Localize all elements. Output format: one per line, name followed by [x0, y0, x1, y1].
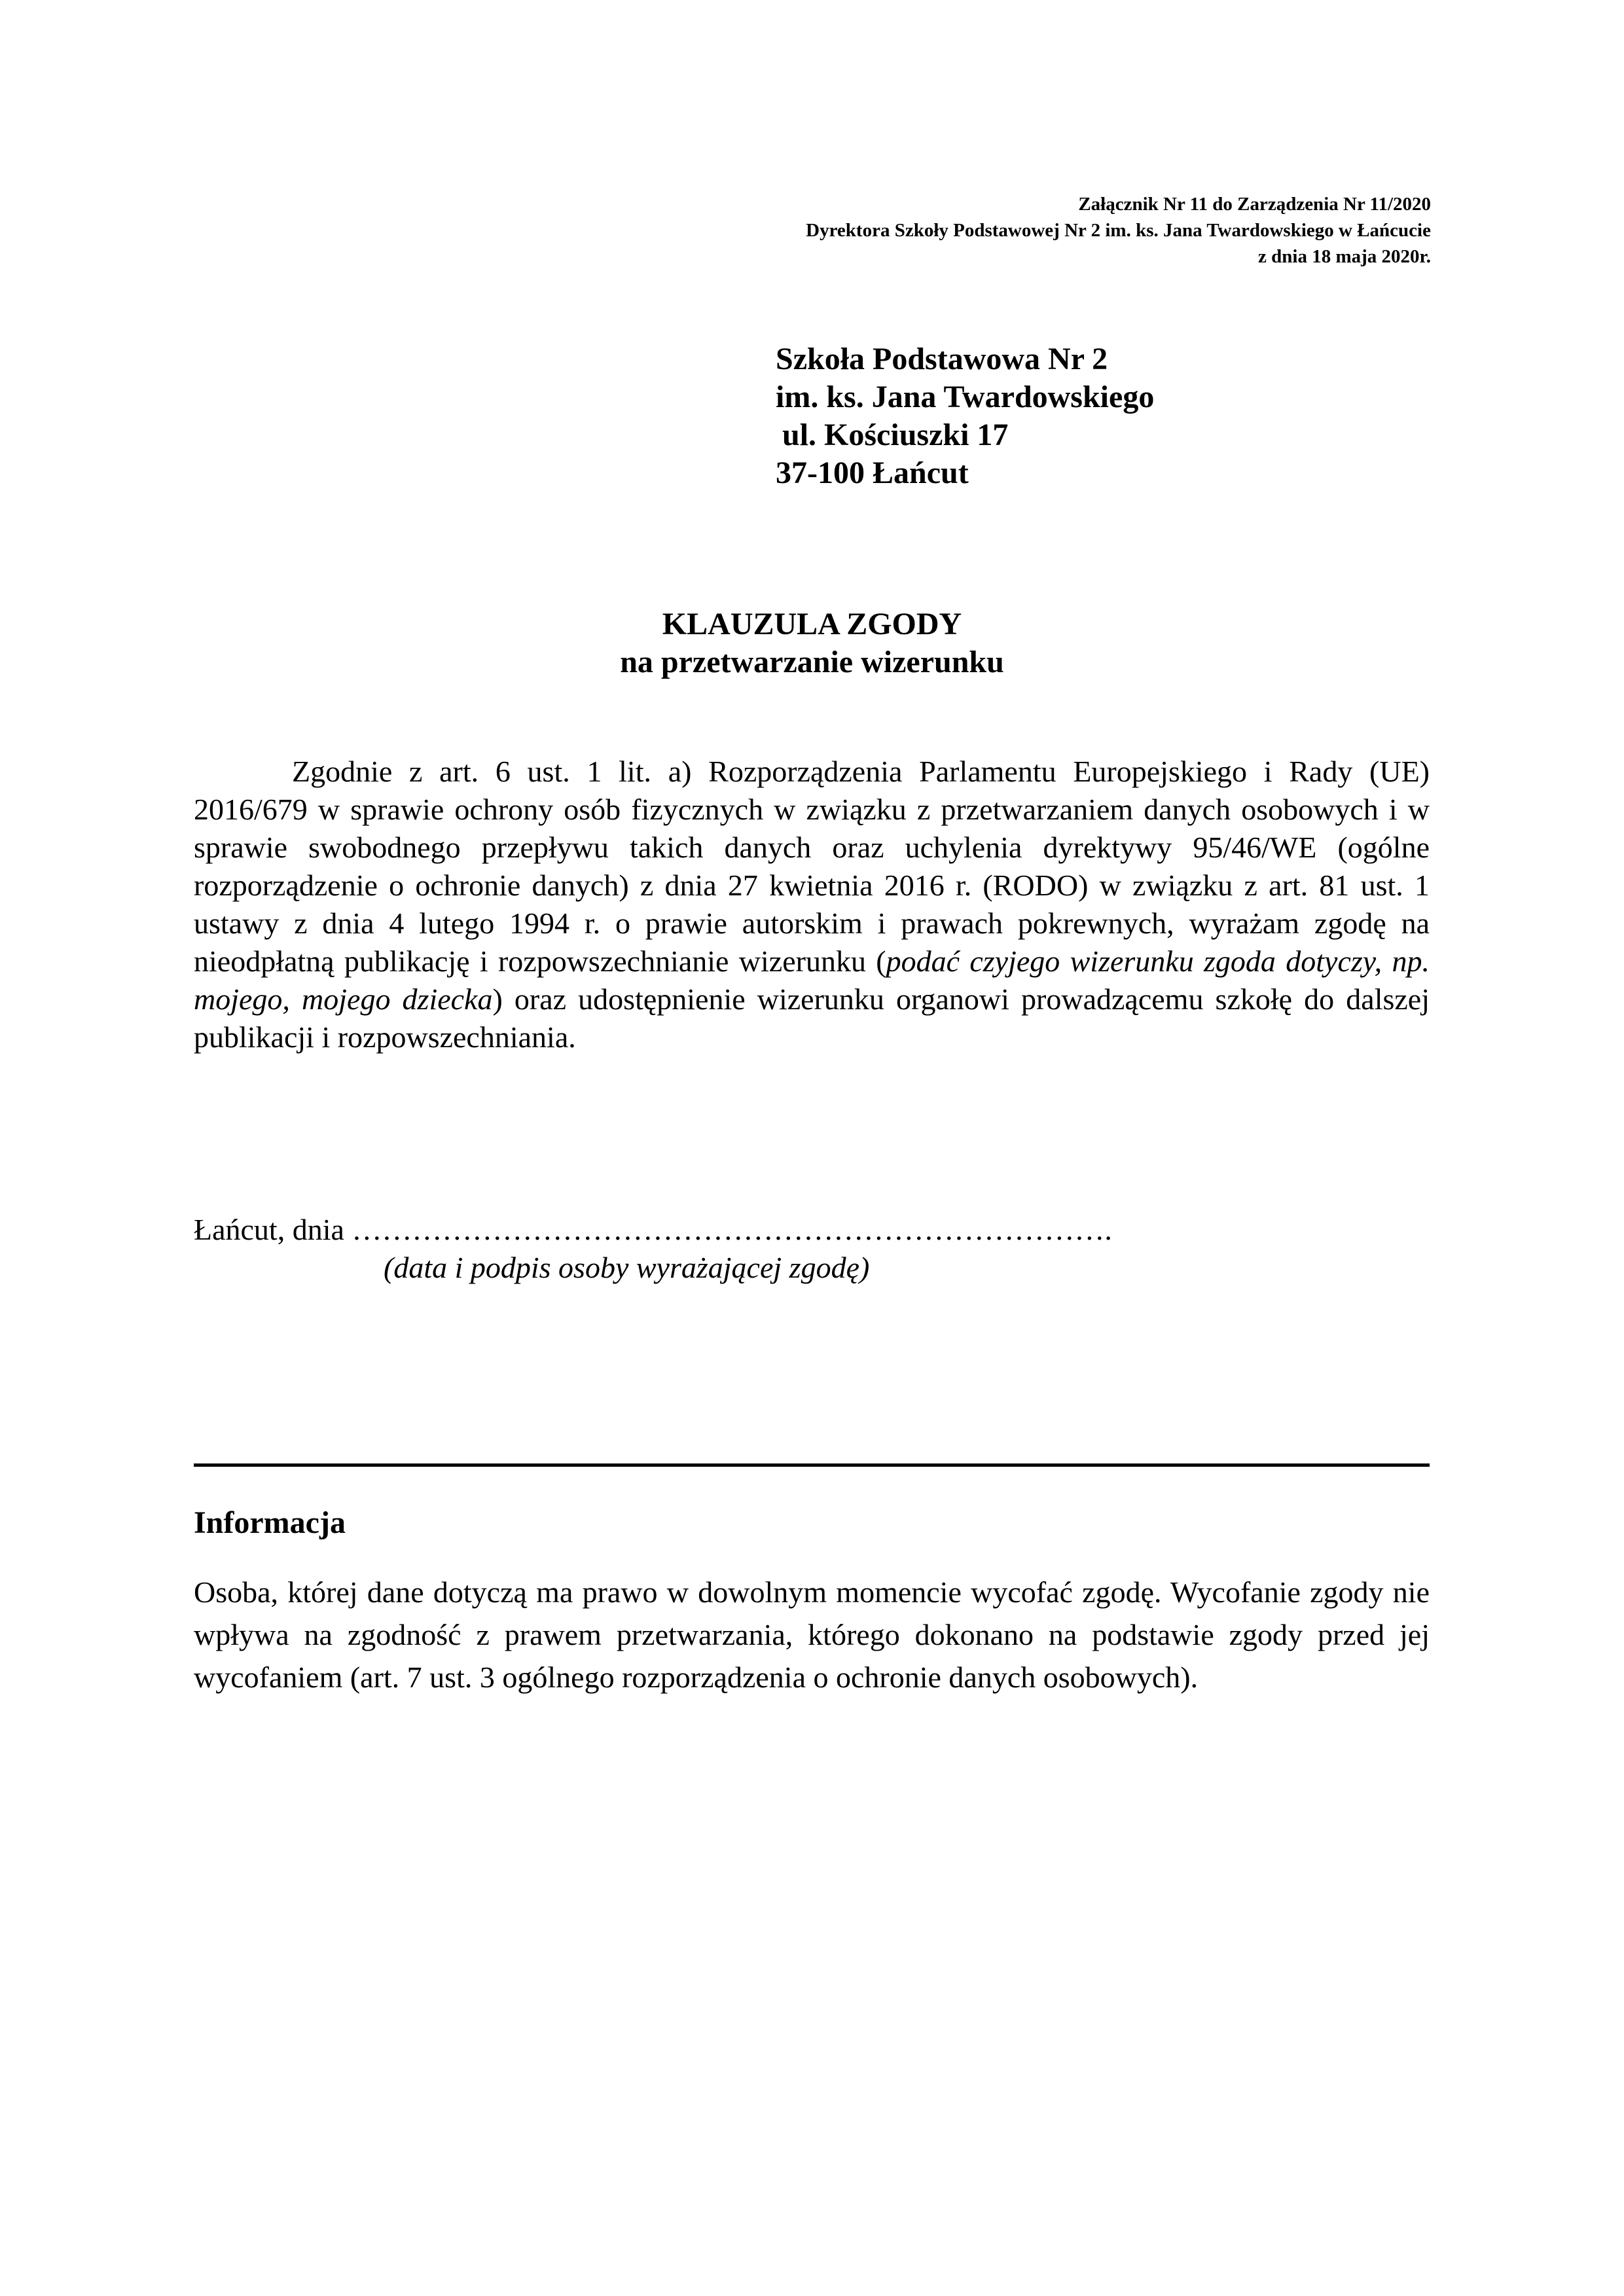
title-sub: na przetwarzanie wizerunku — [620, 645, 1004, 679]
title-main: KLAUZULA ZGODY — [662, 607, 962, 641]
consent-text-part-1: Zgodnie z art. 6 ust. 1 lit. a) Rozporządzenia Parlamentu Europejskiego i Rady (UE) 2016/679 w sprawie ochrony osób fizycznych w związku z przetwarzaniem danych osobowych i w sprawie swobodnego przepływu takich danych oraz uchylenia dyrektywy 95/46/WE (ogólne rozporządzenie o ochronie danych) z dnia 27 kwietnia 2016 r. (RODO) w związku z art. 81 ust. 1 ustawy z dnia 4 lutego 1994 r. o prawie autorskim i prawach pokrewnych, wyrażam zgodę na nieodpłatną publikację i rozpowszechnianie wizerunku ( — [194, 755, 1430, 978]
school-address — [776, 340, 1154, 492]
signature-caption: (data i podpis osoby wyrażającej zgodę) — [384, 1251, 870, 1284]
school-street: ul. Kościuszki 17 — [782, 418, 1009, 452]
signature-block — [194, 1211, 1112, 1287]
place-date-line: Łańcut, dnia …………………………………………………………………. — [194, 1213, 1112, 1246]
consent-text-part-2: ) oraz udostępnienie wizerunku organowi prowadzącemu szkołę do dalszej publikacji i rozpowszechniania. — [194, 982, 1430, 1054]
school-patron: im. ks. Jana Twardowskiego — [776, 380, 1155, 414]
info-heading: Informacja — [194, 1505, 346, 1540]
attachment-line-1: Załącznik Nr 11 do Zarządzenia Nr 11/2020 — [1078, 194, 1431, 215]
info-text: Osoba, której dane dotyczą ma prawo w dowolnym momencie wycofać zgodę. Wycofanie zgody nie wpływa na zgodność z prawem przetwarzania, którego dokonano na podstawie zgody przed jej wycofaniem (art. 7 ust. 3 ogólnego rozporządzenia o ochronie danych osobowych). — [194, 1575, 1430, 1694]
consent-paragraph — [194, 753, 1430, 1056]
school-name: Szkoła Podstawowa Nr 2 — [776, 342, 1108, 376]
attachment-line-2: Dyrektora Szkoły Podstawowej Nr 2 im. ks. Jana Twardowskiego w Łańcucie — [806, 220, 1431, 241]
school-city: 37-100 Łańcut — [776, 456, 969, 490]
document-title — [0, 605, 1624, 681]
section-divider — [194, 1463, 1430, 1467]
consent-text-italic: podać czyjego wizerunku zgoda dotyczy, np. mojego, mojego dziecka — [194, 944, 1430, 1016]
attachment-line-3: z dnia 18 maja 2020r. — [1258, 246, 1431, 267]
attachment-header — [384, 191, 1431, 270]
